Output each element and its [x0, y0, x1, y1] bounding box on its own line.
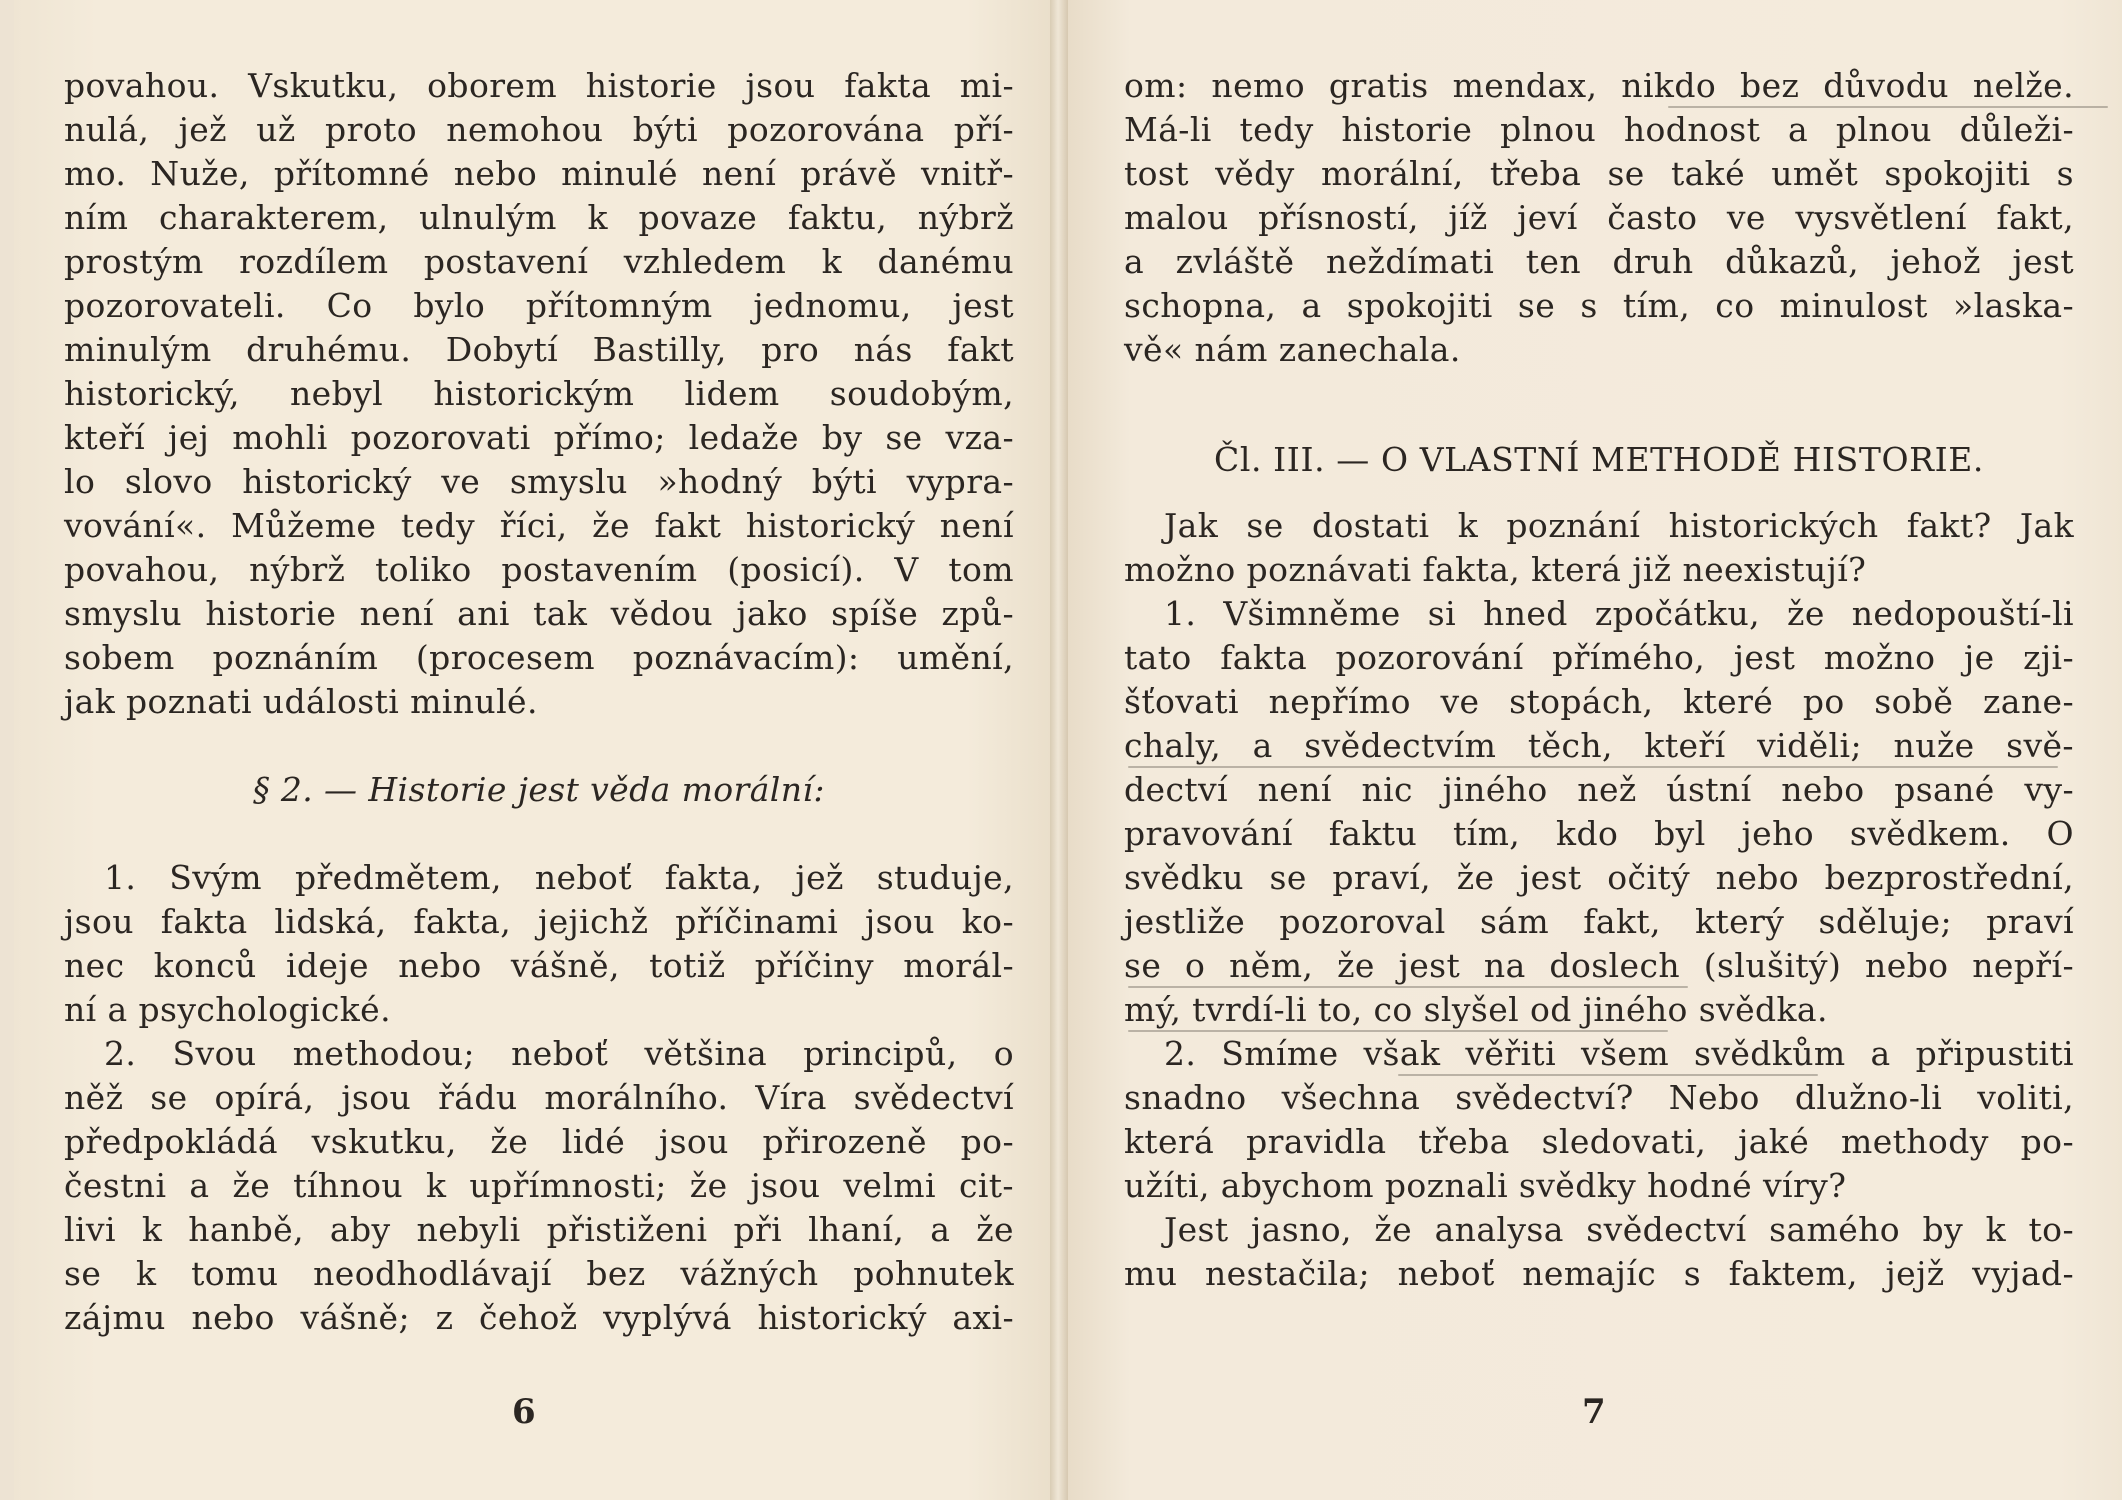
text-line: mo. Nuže, přítomné nebo minulé není právě vnitř- [64, 154, 1014, 193]
text-line: Má-li tedy historie plnou hodnost a plnou důleži- [1124, 110, 2074, 149]
text-line: smyslu historie není ani tak vědou jako spíše způ- [64, 594, 1014, 633]
pencil-underline [1668, 106, 2108, 108]
text-line: dectví není nic jiného než ústní nebo psané vy- [1124, 770, 2074, 809]
text-line: mu nestačila; neboť nemajíc s faktem, jejž vyjad- [1124, 1254, 2074, 1293]
book-gutter [1050, 0, 1068, 1500]
text-line: povahou. Vskutku, oborem historie jsou fakta mi- [64, 66, 1014, 105]
text-line: vě« nám zanechala. [1124, 330, 1461, 369]
text-line: povahou, nýbrž toliko postavením (posicí). V tom [64, 550, 1014, 589]
text-line: nulá, jež už proto nemohou býti pozorována pří- [64, 110, 1014, 149]
text-line: sobem poznáním (procesem poznávacím): umění, [64, 638, 1014, 677]
text-line: něž se opírá, jsou řádu morálního. Víra svědectví [64, 1078, 1014, 1117]
section-heading: § 2. — Historie jest věda morální: [253, 770, 825, 809]
text-line: chaly, a svědectvím těch, kteří viděli; nuže svě- [1124, 726, 2074, 765]
text-line: kteří jej mohli pozorovati přímo; ledaže by se vza- [64, 418, 1014, 457]
text-line: jsou fakta lidská, fakta, jejichž příčinami jsou ko- [64, 902, 1014, 941]
text-line: tato fakta pozorování přímého, jest možno je zji- [1124, 638, 2074, 677]
text-line: pravování faktu tím, kdo byl jeho svědkem. O [1124, 814, 2074, 853]
text-line: se o něm, že jest na doslech (slušitý) nebo nepří- [1124, 946, 2074, 985]
text-line: čestni a že tíhnou k upřímnosti; že jsou velmi cit- [64, 1166, 1014, 1205]
text-line: 1. Všimněme si hned zpočátku, že nedopouští-li [1164, 594, 2074, 633]
text-line: ním charakterem, ulnulým k povaze faktu, nýbrž [64, 198, 1014, 237]
left-page-text [64, 64, 1014, 1340]
text-line: šťovati nepřímo ve stopách, které po sobě zane- [1124, 682, 2074, 721]
text-line: jak poznati události minulé. [64, 682, 538, 721]
text-line: která pravidla třeba sledovati, jaké methody po- [1124, 1122, 2074, 1161]
pencil-underline [1128, 986, 1688, 988]
text-line: livi k hanbě, aby nebyli přistiženi při lhaní, a že [64, 1210, 1014, 1249]
text-line: svědku se praví, že jest očitý nebo bezprostřední, [1124, 858, 2074, 897]
text-line: ní a psychologické. [64, 990, 391, 1029]
text-line: a zvláště neždímati ten druh důkazů, jehož jest [1124, 242, 2074, 281]
text-line: Jest jasno, že analysa svědectví samého by k to- [1164, 1210, 2074, 1249]
text-line: nec konců ideje nebo vášně, totiž příčiny morál- [64, 946, 1014, 985]
text-line: tost vědy morální, třeba se také umět spokojiti s [1124, 154, 2074, 193]
chapter-heading: Čl. III. — O VLASTNÍ METHODĚ HISTORIE. [1213, 440, 1984, 479]
pencil-underline [1128, 766, 2058, 768]
left-page [14, 0, 1050, 1500]
text-line: minulým druhému. Dobytí Bastilly, pro nás fakt [64, 330, 1014, 369]
text-line: se k tomu neodhodlávají bez vážných pohnutek [64, 1254, 1014, 1293]
pencil-underline [1398, 1074, 1818, 1076]
text-line: 2. Smíme však věřiti všem svědkům a připustiti [1164, 1034, 2074, 1073]
text-line: schopna, a spokojiti se s tím, co minulost »laska- [1124, 286, 2074, 325]
page-number: 7 [1582, 1392, 1606, 1432]
text-line: užíti, abychom poznali svědky hodné víry? [1124, 1166, 1847, 1205]
text-line: snadno všechna svědectví? Nebo dlužno-li voliti, [1124, 1078, 2074, 1117]
text-line: 2. Svou methodou; neboť většina principů, o [104, 1034, 1014, 1073]
text-line: předpokládá vskutku, že lidé jsou přirozeně po- [64, 1122, 1014, 1161]
pencil-underline [1128, 1030, 1668, 1032]
text-line: Jak se dostati k poznání historických fakt? Jak [1164, 506, 2074, 545]
text-line: možno poznávati fakta, která již neexistují? [1124, 550, 1867, 589]
page-number: 6 [512, 1392, 536, 1432]
text-line: jestliže pozoroval sám fakt, který sděluje; praví [1124, 902, 2074, 941]
right-page [1068, 0, 2122, 1500]
right-page-text [1124, 64, 2074, 1296]
text-line: mý, tvrdí-li to, co slyšel od jiného svědka. [1124, 990, 1828, 1029]
text-line: pozorovateli. Co bylo přítomným jednomu, jest [64, 286, 1014, 325]
text-line: malou přísností, jíž jeví často ve vysvětlení fakt, [1124, 198, 2074, 237]
text-line: vování«. Můžeme tedy říci, že fakt historický není [64, 506, 1014, 545]
text-line: zájmu nebo vášně; z čehož vyplývá historický axi- [64, 1298, 1014, 1337]
text-line: 1. Svým předmětem, neboť fakta, jež studuje, [104, 858, 1014, 897]
text-line: om: nemo gratis mendax, nikdo bez důvodu nelže. [1124, 66, 2074, 105]
text-line: historický, nebyl historickým lidem soudobým, [64, 374, 1014, 413]
text-line: lo slovo historický ve smyslu »hodný býti vypra- [64, 462, 1014, 501]
text-line: prostým rozdílem postavení vzhledem k danému [64, 242, 1014, 281]
